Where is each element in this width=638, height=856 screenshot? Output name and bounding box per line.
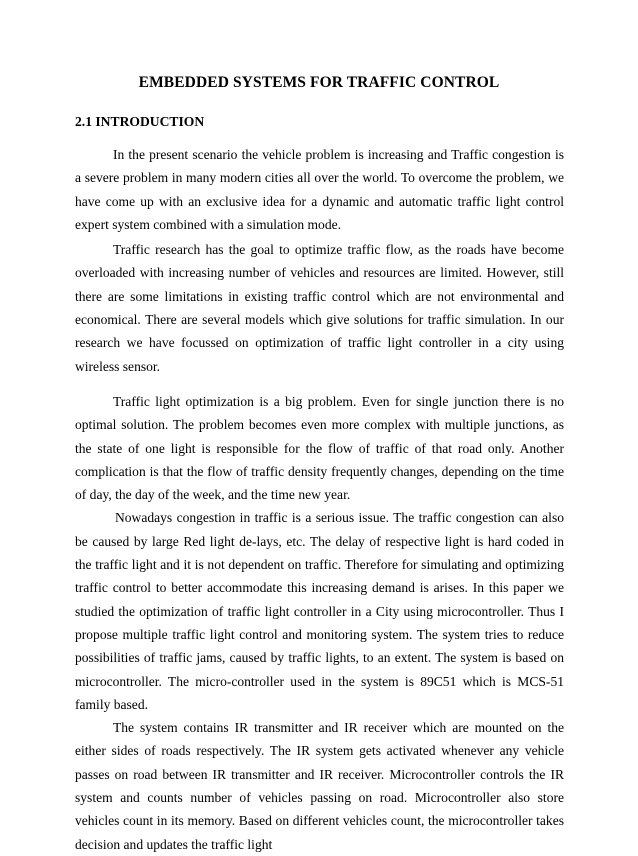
body-text [75,143,564,856]
paragraph-3: Traffic light optimization is a big problem. Even for single junction there is no optimal solution. The problem becomes even more complex with multiple junctions, as the state of one light is responsible for the flow of traffic of that road only. Another complication is that the flow of traffic density frequently changes, depending on the time of day, the day of the week, and the time new year. [75,393,564,503]
paragraph-2: Traffic research has the goal to optimize traffic flow, as the roads have become overloaded with increasing number of vehicles and resources are limited. However, still there are some limitations in existing traffic control which are not environmental and economical. There are several models which give solutions for traffic simulation. In our research we have focussed on optimization of traffic light controller in a city using wireless sensor. [75,242,564,374]
section-heading: 2.1 INTRODUCTION [75,114,205,129]
document-title: EMBEDDED SYSTEMS FOR TRAFFIC CONTROL [138,74,500,91]
paragraph-4: Nowadays congestion in traffic is a serious issue. The traffic congestion can also be caused by large Red light de-lays, etc. The delay of respective light is hard coded in the traffic light and it is not dependent on traffic. Therefore for simulating and optimizing traffic control to better accommodate this increasing demand is arises. In this paper we studied the optimization of traffic light controller in a City using microcontroller. Thus I propose multiple traffic light control and monitoring system. The system tries to reduce possibilities of traffic jams, caused by traffic lights, to an extent. The system is based on microcontroller. The micro-controller used in the system is 89C51 which is MCS-51 family based. [75,510,564,712]
paragraph-1: In the present scenario the vehicle problem is increasing and Traffic congestion is a severe problem in many modern cities all over the world. To overcome the problem, we have come up with an exclusive idea for a dynamic and automatic traffic light control expert system combined with a simulation mode. [75,147,564,232]
paragraph-5: The system contains IR transmitter and IR receiver which are mounted on the either sides of roads respectively. The IR system gets activated whenever any vehicle passes on road between IR transmitter and IR receiver. Microcontroller controls the IR system and counts number of vehicles passing on road. Microcontroller also store vehicles count in its memory. Based on different vehicles count, the microcontroller takes decision and updates the traffic light [75,720,564,852]
